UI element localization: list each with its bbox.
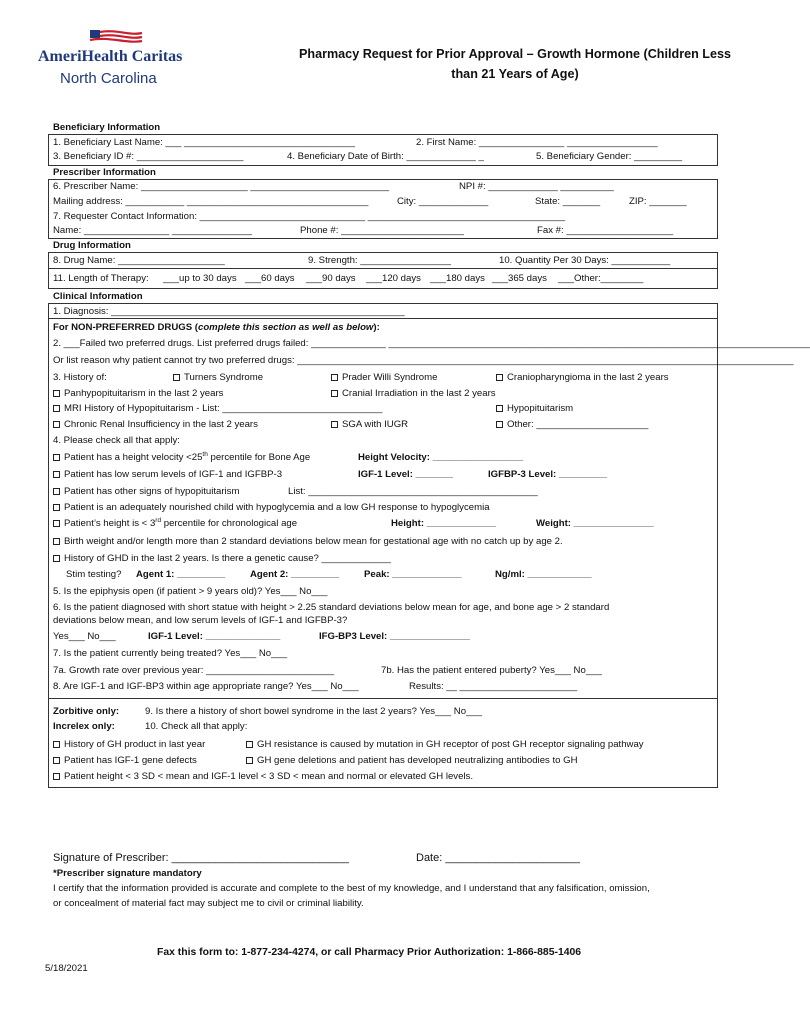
therapy-option[interactable]: ___Other:________ [558, 273, 644, 284]
turners-checkbox[interactable] [173, 372, 263, 384]
drug-divider [48, 268, 718, 269]
height-field[interactable]: Height: _____________ [391, 518, 497, 529]
fax-instructions: Fax this form to: 1-877-234-4274, or call Pharmacy Prior Authorization: 1-866-885-1406 [157, 947, 582, 958]
history-label: 3. History of: [53, 372, 107, 383]
currently-treated-question[interactable]: 7. Is the patient currently being treated? Yes___ No___ [53, 648, 288, 659]
agent2-field[interactable]: Agent 2: _________ [250, 569, 340, 580]
checkbox-icon[interactable] [331, 374, 338, 381]
short-stature-question-line1: 6. Is the patient diagnosed with short statue with height > 2.25 standard deviations below mean for age, and bone age > 2 standard [53, 602, 610, 613]
signature-mandatory-note: *Prescriber signature mandatory [53, 868, 202, 879]
checkbox-icon[interactable] [53, 773, 60, 780]
birth-weight-checkbox[interactable] [53, 536, 563, 548]
other-history-label: Other: _____________________ [507, 419, 649, 430]
cranial-irradiation-checkbox[interactable] [331, 388, 496, 400]
zip-field[interactable]: ZIP: _______ [629, 196, 687, 207]
city-field[interactable]: City: _____________ [397, 196, 489, 207]
increlex-label: Increlex only: [53, 721, 115, 732]
non-preferred-heading [53, 322, 380, 334]
beneficiary-last-name-field[interactable]: 1. Beneficiary Last Name: ___ ________________________________ [53, 137, 355, 148]
other-signs-checkbox[interactable] [53, 486, 239, 498]
cranial-irradiation-label: Cranial Irradiation in the last 2 years [342, 388, 496, 399]
height-percentile-pre: Patient’s height is < 3 [64, 518, 156, 529]
hypopituitarism-checkbox[interactable] [496, 403, 573, 415]
reason-two-drugs-field[interactable]: Or list reason why patient cannot try two preferred drugs: _____________________________________________________________________________________________ [53, 355, 794, 366]
gender-field[interactable]: 5. Beneficiary Gender: _________ [536, 151, 683, 162]
igf1-gene-defects-label: Patient has IGF-1 gene defects [64, 755, 197, 766]
drug-heading: Drug Information [53, 240, 131, 251]
patient-height-sd-checkbox[interactable] [53, 771, 473, 783]
hypopituitarism-label: Hypopituitarism [507, 403, 574, 414]
clinical-divider [48, 698, 718, 699]
diagnosis-field[interactable]: 1. Diagnosis: _______________________________________________________ [53, 306, 405, 317]
epiphysis-question[interactable]: 5. Is the epiphysis open (if patient > 9 years old)? Yes___ No___ [53, 586, 328, 597]
zorbitive-label: Zorbitive only: [53, 706, 120, 717]
igfbp3-level-field[interactable]: IGFBP-3 Level: _________ [488, 469, 607, 480]
prescriber-heading: Prescriber Information [53, 167, 156, 178]
non-preferred-prefix: For NON-PREFERRED DRUGS ( [53, 322, 198, 333]
chronic-renal-label: Chronic Renal Insufficiency in the last 2 years [64, 419, 258, 430]
short-stature-question-line2: deviations below mean, and low serum levels of IGF-1 and IGFBP-3? [53, 615, 348, 626]
height-percentile-checkbox[interactable] [53, 518, 297, 530]
checkbox-icon[interactable] [496, 374, 503, 381]
gh-deletions-label: GH gene deletions and patient has developed neutralizing antibodies to GH [257, 755, 578, 766]
other-history-checkbox[interactable] [496, 419, 648, 431]
logo-text: AmeriHealth Caritas [38, 48, 183, 65]
checkbox-icon[interactable] [53, 390, 60, 397]
beneficiary-heading: Beneficiary Information [53, 122, 161, 133]
checkbox-icon[interactable] [246, 741, 253, 748]
sga-iugr-label: SGA with IUGR [342, 419, 409, 430]
non-preferred-suffix: ): [373, 322, 380, 333]
agent1-field[interactable]: Agent 1: _________ [136, 569, 226, 580]
checkbox-icon[interactable] [53, 538, 60, 545]
ngml-field[interactable]: Ng/ml: ____________ [495, 569, 592, 580]
height-velocity-sup: th [202, 450, 208, 458]
height-velocity-field[interactable]: Height Velocity: _________________ [358, 452, 524, 463]
gh-product-history-label: History of GH product in last year [64, 739, 206, 750]
npi-field[interactable]: NPI #: _____________ __________ [459, 181, 614, 192]
short-bowel-question[interactable]: 9. Is there a history of short bowel syndrome in the last 2 years? Yes___ No___ [145, 706, 483, 717]
non-preferred-italic: complete this section as well as below [197, 322, 374, 333]
craniopharyngioma-checkbox[interactable] [496, 372, 669, 384]
height-velocity-post: percentile for Bone Age [207, 452, 311, 463]
stim-testing-label: Stim testing? [66, 569, 122, 580]
therapy-option[interactable]: ___90 days [306, 273, 356, 284]
title-line-2: than 21 Years of Age) [451, 67, 579, 81]
therapy-option[interactable]: ___120 days [366, 273, 421, 284]
therapy-option[interactable]: ___180 days [430, 273, 485, 284]
checkbox-icon[interactable] [53, 405, 60, 412]
sga-iugr-checkbox[interactable] [331, 419, 408, 431]
title-line-1: Pharmacy Request for Prior Approval – Growth Hormone (Children Less [298, 47, 731, 61]
checkbox-icon[interactable] [53, 421, 60, 428]
checkbox-icon[interactable] [246, 757, 253, 764]
mri-history-label: MRI History of Hypopituitarism - List: ______________________________ [64, 403, 383, 414]
peak-field[interactable]: Peak: _____________ [364, 569, 462, 580]
igf1-gene-defects-checkbox[interactable] [53, 755, 197, 767]
phone-field[interactable]: Phone #: _______________________ [300, 225, 464, 236]
ghd-history-label: History of GHD in the last 2 years. Is there a genetic cause? _____________ [64, 553, 391, 564]
checkbox-icon[interactable] [496, 405, 503, 412]
nourished-label: Patient is an adequately nourished child with hypoglycemia and a low GH response to hypoglycemia [64, 502, 490, 513]
date-field[interactable]: Date: ______________________ [416, 852, 580, 864]
clinical-heading: Clinical Information [53, 291, 143, 302]
igf1-level-field[interactable]: IGF-1 Level: _______ [358, 469, 453, 480]
checkbox-icon[interactable] [53, 504, 60, 511]
weight-field[interactable]: Weight: _______________ [536, 518, 654, 529]
prader-willi-checkbox[interactable] [331, 372, 437, 384]
therapy-option[interactable]: ___365 days [492, 273, 547, 284]
failed-two-drugs-field[interactable]: 2. ___Failed two preferred drugs. List preferred drugs failed: ______________ _______________________________________________________________________________ [53, 338, 810, 349]
gh-deletions-checkbox[interactable] [246, 755, 578, 767]
height-percentile-sup: rd [155, 516, 162, 524]
checkbox-icon[interactable] [53, 741, 60, 748]
growth-rate-field[interactable]: 7a. Growth rate over previous year: ________________________ [53, 665, 335, 676]
logo-region: North Carolina [60, 70, 157, 87]
first-name-field[interactable]: 2. First Name: ________________ _________________ [416, 137, 658, 148]
fax-field[interactable]: Fax #: ____________________ [537, 225, 674, 236]
length-of-therapy-label: 11. Length of Therapy: [53, 273, 149, 284]
checkbox-icon[interactable] [53, 757, 60, 764]
drug-name-field[interactable]: 8. Drug Name: ____________________ [53, 255, 225, 266]
list-field[interactable]: List: ___________________________________________ [288, 486, 538, 497]
strength-field[interactable]: 9. Strength: _________________ [308, 255, 451, 266]
date-of-birth-field[interactable]: 4. Beneficiary Date of Birth: _____________ _ [287, 151, 484, 162]
height-velocity-checkbox[interactable] [53, 452, 310, 464]
q6-igf1-level-field[interactable]: IGF-1 Level: ______________ [148, 631, 281, 642]
signature-field[interactable]: Signature of Prescriber: _____________________________ [53, 852, 350, 864]
low-serum-checkbox[interactable] [53, 469, 282, 481]
state-field[interactable]: State: _______ [535, 196, 601, 207]
ghd-history-checkbox[interactable] [53, 553, 391, 565]
turners-label: Turners Syndrome [184, 372, 264, 383]
checkbox-icon[interactable] [496, 421, 503, 428]
checkbox-icon[interactable] [53, 488, 60, 495]
check-all-increlex-label: 10. Check all that apply: [145, 721, 248, 732]
gh-resistance-label: GH resistance is caused by mutation in GH receptor of post GH receptor signaling pathway [257, 739, 644, 750]
certify-line-1: I certify that the information provided is accurate and complete to the best of my knowledge, and I understand that any falsification, omission, [53, 883, 650, 894]
checkbox-icon[interactable] [53, 520, 60, 527]
checkbox-icon[interactable] [331, 390, 338, 397]
craniopharyngioma-label: Craniopharyngioma in the last 2 years [507, 372, 669, 383]
prescriber-name-field[interactable]: 6. Prescriber Name: ____________________ __________________________ [53, 181, 390, 192]
contact-name-field[interactable]: Name: ________________ _______________ [53, 225, 252, 236]
amerihealth-logo [38, 30, 198, 92]
q6-ifgbp3-level-field[interactable]: IFG-BP3 Level: _______________ [319, 631, 470, 642]
other-signs-label: Patient has other signs of hypopituitarism [64, 486, 240, 497]
low-serum-label: Patient has low serum levels of IGF-1 and IGFBP-3 [64, 469, 283, 480]
page-title [270, 44, 760, 84]
puberty-question[interactable]: 7b. Has the patient entered puberty? Yes___ No___ [381, 665, 602, 676]
certify-line-2: or concealment of material fact may subject me to civil or criminal liability. [53, 898, 364, 909]
patient-height-sd-label: Patient height < 3 SD < mean and IGF-1 level < 3 SD < mean and normal or elevated GH levels. [64, 771, 474, 782]
gh-resistance-checkbox[interactable] [246, 739, 644, 751]
checkbox-icon[interactable] [53, 454, 60, 461]
therapy-option[interactable]: ___60 days [245, 273, 295, 284]
prader-willi-label: Prader Willi Syndrome [342, 372, 438, 383]
nourished-checkbox[interactable] [53, 502, 490, 514]
mri-history-checkbox[interactable] [53, 403, 382, 415]
requester-contact-field[interactable]: 7. Requester Contact Information: _______________________________ _____________________________________ [53, 211, 566, 222]
version-date: 5/18/2021 [45, 963, 88, 974]
chronic-renal-checkbox[interactable] [53, 419, 258, 431]
panhypopituitarism-checkbox[interactable] [53, 388, 223, 400]
igf-range-question[interactable]: 8. Are IGF-1 and IGF-BP3 within age appropriate range? Yes___ No___ [53, 681, 359, 692]
checkbox-icon[interactable] [53, 555, 60, 562]
therapy-option[interactable]: ___up to 30 days [163, 273, 237, 284]
check-all-label: 4. Please check all that apply: [53, 435, 180, 446]
checkbox-icon[interactable] [53, 471, 60, 478]
checkbox-icon[interactable] [173, 374, 180, 381]
checkbox-icon[interactable] [331, 421, 338, 428]
mailing-address-field[interactable]: Mailing address: ___________ __________________________________ [53, 196, 369, 207]
height-percentile-post: percentile for chronological age [161, 518, 298, 529]
short-stature-yes-no[interactable]: Yes___ No___ [53, 631, 116, 642]
height-velocity-pre: Patient has a height velocity <25 [64, 452, 203, 463]
results-field[interactable]: Results: __ ______________________ [409, 681, 578, 692]
beneficiary-id-field[interactable]: 3. Beneficiary ID #: ____________________ [53, 151, 244, 162]
birth-weight-label: Birth weight and/or length more than 2 standard deviations below mean for gestational age with no catch up by age 2. [64, 536, 563, 547]
clinical-divider [48, 318, 718, 319]
panhypopituitarism-label: Panhypopituitarism in the last 2 years [64, 388, 224, 399]
gh-product-history-checkbox[interactable] [53, 739, 205, 751]
quantity-field[interactable]: 10. Quantity Per 30 Days: ___________ [499, 255, 671, 266]
